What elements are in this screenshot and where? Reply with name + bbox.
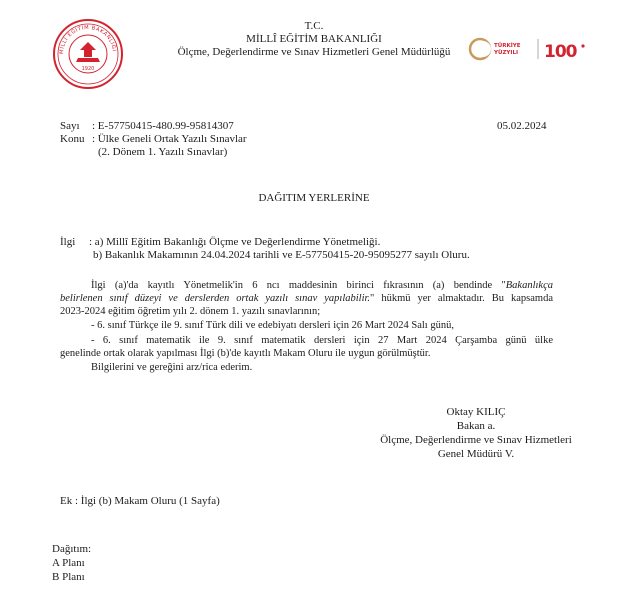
ilgi-a: : a) Millî Eğitim Bakanlığı Ölçme ve Değerlendirme Yönetmeliği. <box>89 236 381 248</box>
bullet-2a: - 6. sınıf matematik ile 9. sınıf matematik dersleri için 27 Mart 2024 Çarşamba günü ülke <box>91 335 553 346</box>
bullet-1: - 6. sınıf Türkçe ile 9. sınıf Türk dili ve edebiyatı dersleri için 26 Mart 2024 Salı günü, <box>91 320 454 331</box>
seal-year: 1920 <box>81 66 95 72</box>
ilgi-label: İlgi <box>60 236 76 248</box>
attachment-line: Ek : İlgi (b) Makam Oluru (1 Sayfa) <box>60 495 220 507</box>
body-line-2: belirlenen sınıf düzeyi ve derslerden ortak yazılı sınav yapılabilir." hükmü yer almaktadır. Bu kapsamda <box>60 293 553 304</box>
konu-value: : Ülke Geneli Ortak Yazılı Sınavlar <box>92 133 247 145</box>
logo-turkiye-text: TÜRKİYE <box>494 43 521 49</box>
header-ministry: MİLLÎ EĞİTİM BAKANLIĞI <box>246 33 382 45</box>
bullet-2b: genelinde ortak olarak yapılması İlgi (b)'de kayıtlı Makam Oluru ile uygun görülmüştür. <box>60 348 431 359</box>
distribution-item-a: A Planı <box>52 557 85 569</box>
header-directorate: Ölçme, Değerlendirme ve Sınav Hizmetleri Genel Müdürlüğü <box>177 46 451 58</box>
recipient: DAĞITIM YERLERİNE <box>258 192 370 204</box>
distribution-item-b: B Planı <box>52 571 85 583</box>
signature-title-3: Genel Müdürü V. <box>437 448 515 460</box>
konu-label: Konu <box>60 133 85 145</box>
ilgi-b: b) Bakanlık Makamının 24.04.2024 tarihli ve E-57750415-20-95095277 sayılı Oluru. <box>93 249 470 261</box>
seal-text: MİLLÎ EĞİTİM BAKANLIĞI <box>58 24 117 55</box>
turkiye-yuzyili-logo <box>466 36 598 62</box>
sayi-label: Sayı <box>60 120 80 132</box>
document-date: 05.02.2024 <box>497 120 547 132</box>
signature-title-1: Bakan a. <box>456 420 496 432</box>
signature-title-2: Ölçme, Değerlendirme ve Sınav Hizmetleri <box>380 434 572 446</box>
logo-yuzyili-text: YÜZYILI <box>494 50 519 56</box>
logo-100-text: 100 <box>544 42 577 62</box>
body-line-3: 2023-2024 eğitim öğretim yılı 2. dönem 1. yazılı sınavlarının; <box>60 306 321 317</box>
header-tc: T.C. <box>304 20 324 32</box>
body-line-1: İlgi (a)'da kayıtlı Yönetmelik'in 6 ncı maddesinin birinci fıkrasının (a) bendinde "Bakanlıkça <box>91 280 553 291</box>
signature-name: Oktay KILIÇ <box>446 406 506 418</box>
closing-line: Bilgilerini ve gereğini arz/rica ederim. <box>91 362 253 373</box>
konu-value-2: (2. Dönem 1. Yazılı Sınavlar) <box>98 146 228 158</box>
sayi-value: : E-57750415-480.99-95814307 <box>92 120 234 132</box>
distribution-label: Dağıtım: <box>52 543 92 555</box>
